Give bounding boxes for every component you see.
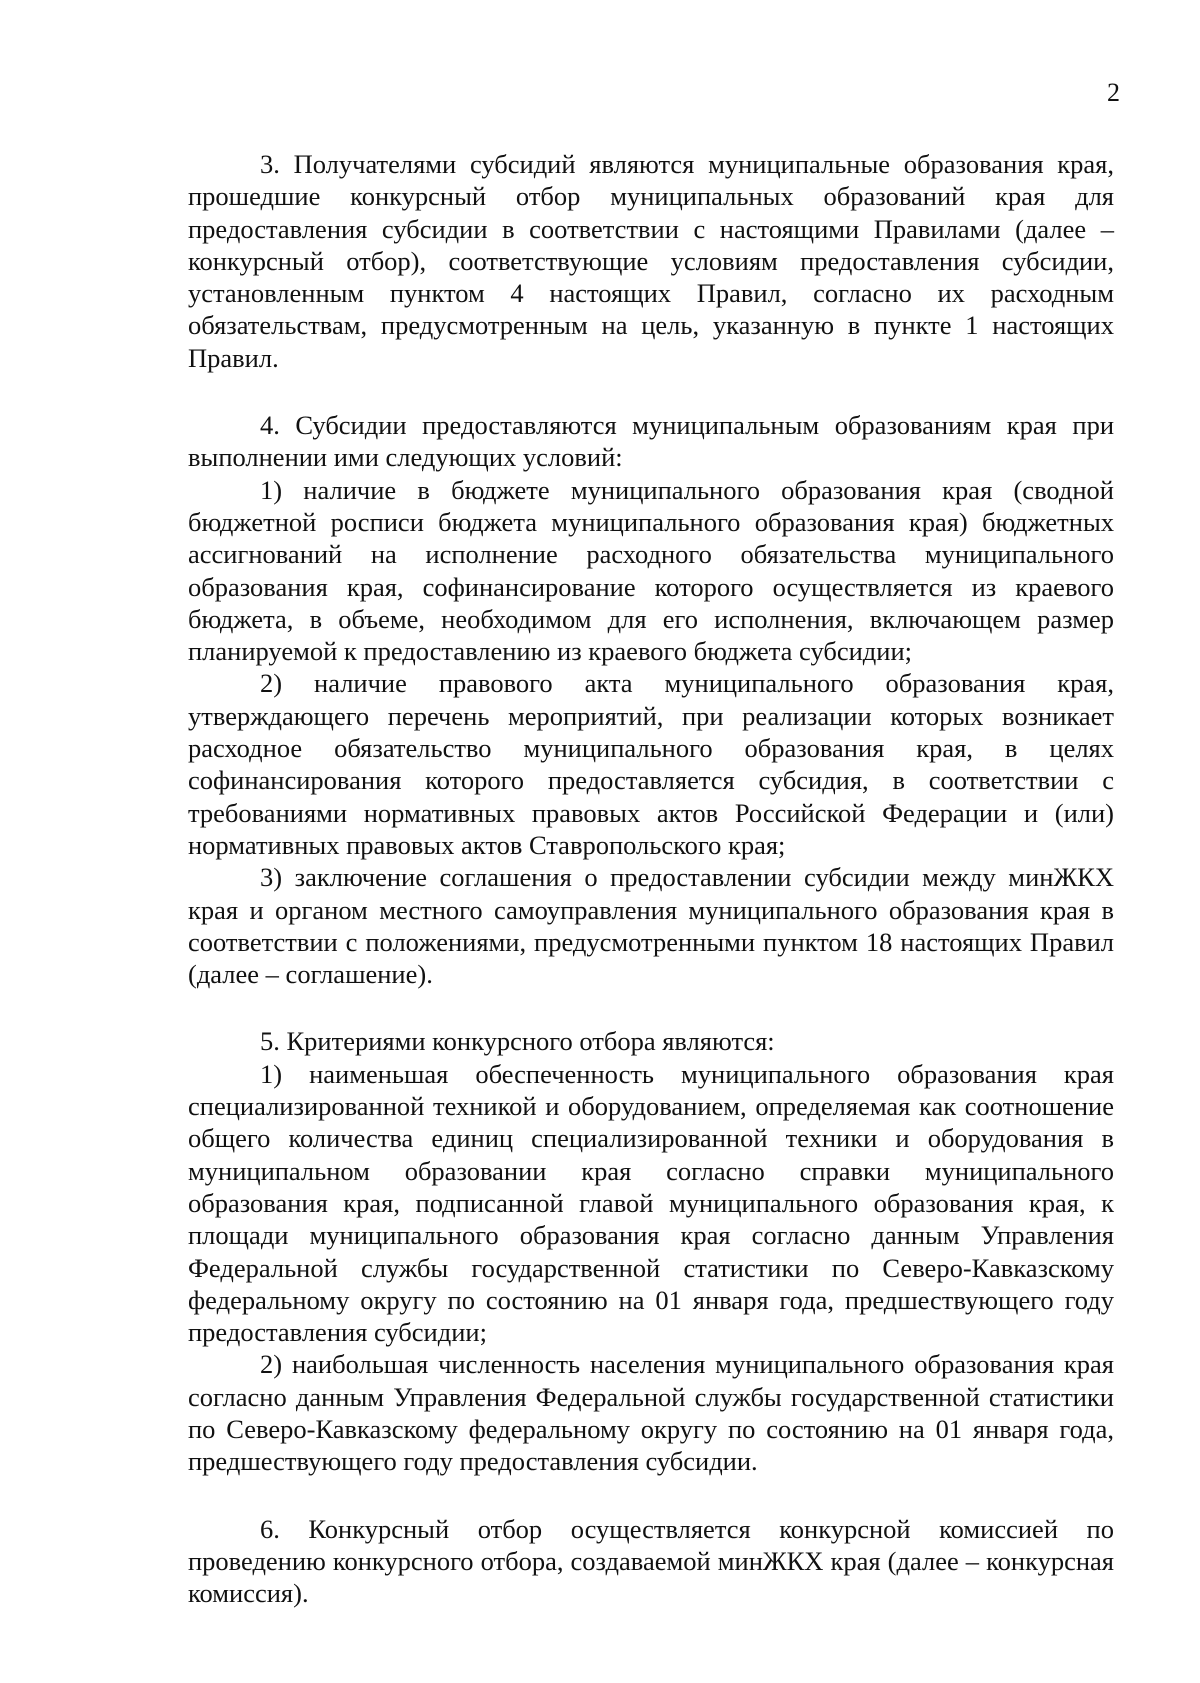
document-body: [188, 148, 1114, 1609]
page-number: 2: [1107, 78, 1120, 107]
paragraph-4-intro: 4. Субсидии предоставляются муниципальным образованиям края при выполнении ими следующих условий:: [188, 410, 1114, 473]
paragraph-4-item-2: 2) наличие правового акта муниципального образования края, утверждающего перечень мероприятий, при реализации которых возникает расходное обязательство муниципального образования края, в целях софинансирования которого предоставляется субсидия, в соответствии с требованиями нормативных правовых актов Российской Федерации и (или) нормативных правовых актов Ставропольского края;: [188, 668, 1114, 860]
paragraph-5-item-2: 2) наибольшая численность населения муниципального образования края согласно данным Управления Федеральной службы государственной статистики по Северо-Кавказскому федеральному округу по состоянию на 01 января года, предшествующего году предоставления субсидии.: [188, 1349, 1114, 1477]
paragraph-5-item-1: 1) наименьшая обеспеченность муниципального образования края специализированной техникой и оборудованием, определяемая как соотношение общего количества единиц специализированной техники и оборудования в муниципальном образовании края согласно справки муниципального образования края, подписанной главой муниципального образования края, к площади муниципального образования края согласно данным Управления Федеральной службы государственной статистики по Северо-Кавказскому федеральному округу по состоянию на 01 января года, предшествующего году предоставления субсидии;: [188, 1058, 1114, 1348]
paragraph-4-item-1: 1) наличие в бюджете муниципального образования края (сводной бюджетной росписи бюджета муниципального образования края) бюджетных ассигнований на исполнение расходного обязательства муниципального образования края, софинансирование которого осуществляется из краевого бюджета, в объеме, необходимом для его исполнения, включающем размер планируемой к предоставлению из краевого бюджета субсидии;: [188, 474, 1114, 667]
paragraph-3: 3. Получателями субсидий являются муниципальные образования края, прошедшие конкурсный отбор муниципальных образований края для предоставления субсидии в соответствии с настоящими Правилами (далее – конкурсный отбор), соответствующие условиям предоставления субсидии, установленным пунктом 4 настоящих Правил, согласно их расходным обязательствам, предусмотренным на цель, указанную в пункте 1 настоящих Правил.: [188, 149, 1114, 373]
paragraph-5-intro: 5. Критериями конкурсного отбора являются:: [260, 1026, 775, 1057]
paragraph-4-item-3: 3) заключение соглашения о предоставлении субсидии между минЖКХ края и органом местного самоуправления муниципального образования края в соответствии с положениями, предусмотренными пунктом 18 настоящих Правил (далее – соглашение).: [188, 862, 1114, 990]
paragraph-6: 6. Конкурсный отбор осуществляется конкурсной комиссией по проведению конкурсного отбора, создаваемой минЖКХ края (далее – конкурсная комиссия).: [188, 1513, 1114, 1609]
